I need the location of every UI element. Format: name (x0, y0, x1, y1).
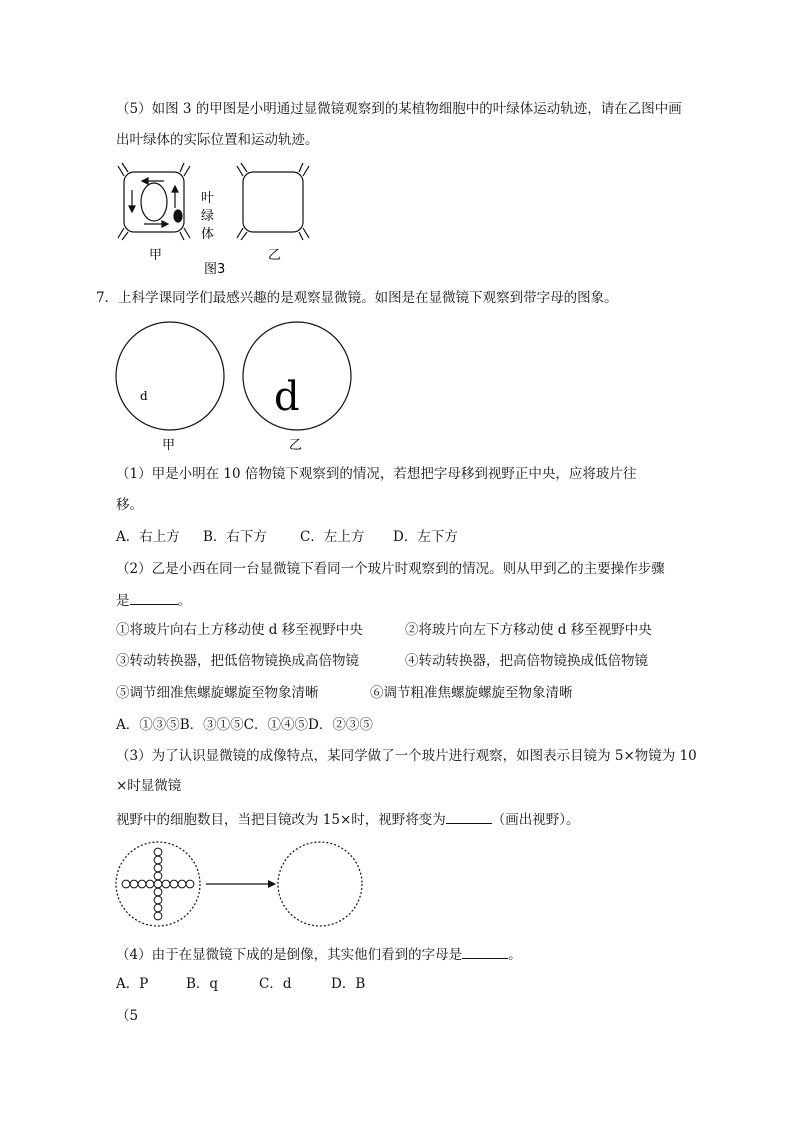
q7-part5-fragment: （5 (116, 1008, 139, 1024)
cell-circle (154, 896, 162, 904)
cell-circle (154, 912, 162, 920)
fig3-yi-label: 乙 (268, 248, 282, 263)
figure-3 (112, 160, 322, 280)
cell-circle (130, 880, 138, 888)
chloroplast-label-2: 绿 (201, 209, 215, 224)
q7-part2-answer-blank[interactable] (130, 590, 178, 605)
cell-circle (154, 872, 162, 880)
q7-part4-option-c: C．d (259, 976, 292, 992)
q7-part1-line2: 移。 (116, 497, 143, 513)
cell-circle (154, 848, 162, 856)
cell-circle (154, 864, 162, 872)
q7-step-2: ②将玻片向左下方移动使 d 移至视野中央 (405, 622, 652, 638)
q7-part4-prefix: （4）由于在显微镜下成的是倒像，其实他们看到的字母是 (116, 947, 463, 963)
q7-part2-suffix: 。 (177, 593, 191, 609)
q7-part3-suffix: （画出视野）。 (491, 812, 580, 828)
q7-part4-line1 (116, 944, 522, 964)
fig3-jia-label: 甲 (149, 248, 163, 263)
cell-circle (138, 880, 146, 888)
cell-yi-drawing (237, 163, 309, 240)
q5-line-1: （5）如图 3 的甲图是小明通过显微镜观察到的某植物细胞中的叶绿体运动轨迹，请在乙图中画 (116, 101, 682, 117)
cell-circle (186, 880, 194, 888)
q7-part1-line1: （1）甲是小明在 10 倍物镜下观察到的情况，若想把字母移到视野正中央，应将玻片往 (116, 466, 637, 482)
cell-cross (122, 848, 194, 920)
q7-part2-prefix: 是 (116, 593, 130, 609)
letter-small-d: d (140, 389, 148, 403)
letter-fig-yi-label: 乙 (289, 438, 303, 453)
cell-circle (162, 880, 170, 888)
chloroplast-label-3: 体 (201, 227, 215, 242)
q7-part3-line1: （3）为了认识显微镜的成像特点，某同学做了一个玻片进行观察，如图表示目镜为 5×物镜为 10 (116, 748, 697, 764)
cell-circle (122, 880, 130, 888)
cell-circle (154, 888, 162, 896)
q7-part1-option-c: C．左上方 (300, 529, 365, 545)
q7-step-5: ⑤调节细准焦螺旋螺旋至物象清晰 (116, 685, 319, 701)
q7-step-1: ①将玻片向右上方移动使 d 移至视野中央 (116, 622, 363, 638)
q7-part4-suffix: 。 (508, 947, 522, 963)
q7-part2-options: A．①③⑤B．③①⑤C．①④⑤D．②③⑤ (116, 717, 373, 733)
cell-circle (154, 904, 162, 912)
q7-part1-option-b: B．右下方 (203, 529, 267, 545)
q7-part2-line2 (116, 590, 191, 610)
letter-figure (112, 318, 362, 458)
q7-part3-answer-blank[interactable] (446, 809, 492, 824)
letter-large-d: d (274, 374, 300, 420)
cell-circle (146, 880, 154, 888)
q7-part1-option-d: D．左下方 (393, 529, 458, 545)
cell-circle (170, 880, 178, 888)
q7-part4-option-d: D．B (331, 976, 366, 992)
q7-part3-line2: ×时显微镜 (116, 778, 182, 794)
q7-step-6: ⑥调节粗准焦螺旋螺旋至物象清晰 (370, 685, 573, 701)
q5-line-2: 出叶绿体的实际位置和运动轨迹。 (116, 132, 319, 148)
q7-part1-option-a: A．右上方 (116, 529, 180, 545)
q7-stem: 7．上科学课同学们最感兴趣的是观察显微镜。如图是在显微镜下观察到带字母的图象。 (96, 290, 618, 306)
field-5x-circle (116, 842, 200, 926)
field-jia-circle (116, 322, 224, 430)
q7-step-4: ④转动转换器，把高倍物镜换成低倍物镜 (405, 653, 648, 669)
cell-circle (178, 880, 186, 888)
q7-part4-option-b: B．q (186, 976, 219, 992)
field-15x-circle (278, 842, 362, 926)
arrow-head-icon (268, 880, 276, 888)
q7-part3-line3 (116, 809, 580, 829)
q7-part2-line1: （2）乙是小西在同一台显微镜下看同一个玻片时观察到的情况。则从甲到乙的主要操作步骤 (116, 561, 665, 577)
q7-part4-option-a: A．P (116, 976, 149, 992)
chloroplast-label-1: 叶 (201, 191, 215, 206)
cell-jia-drawing (118, 163, 190, 240)
cell-field-figure (112, 838, 372, 930)
cell-circle (154, 856, 162, 864)
letter-fig-jia-label: 甲 (162, 438, 176, 453)
fig3-caption: 图3 (204, 262, 226, 277)
q7-step-3: ③转动转换器，把低倍物镜换成高倍物镜 (116, 653, 359, 669)
q7-part4-answer-blank[interactable] (462, 944, 508, 959)
q7-part3-prefix: 视野中的细胞数目，当把目镜改为 15×时，视野将变为 (116, 812, 446, 828)
cell-circle (154, 880, 162, 888)
